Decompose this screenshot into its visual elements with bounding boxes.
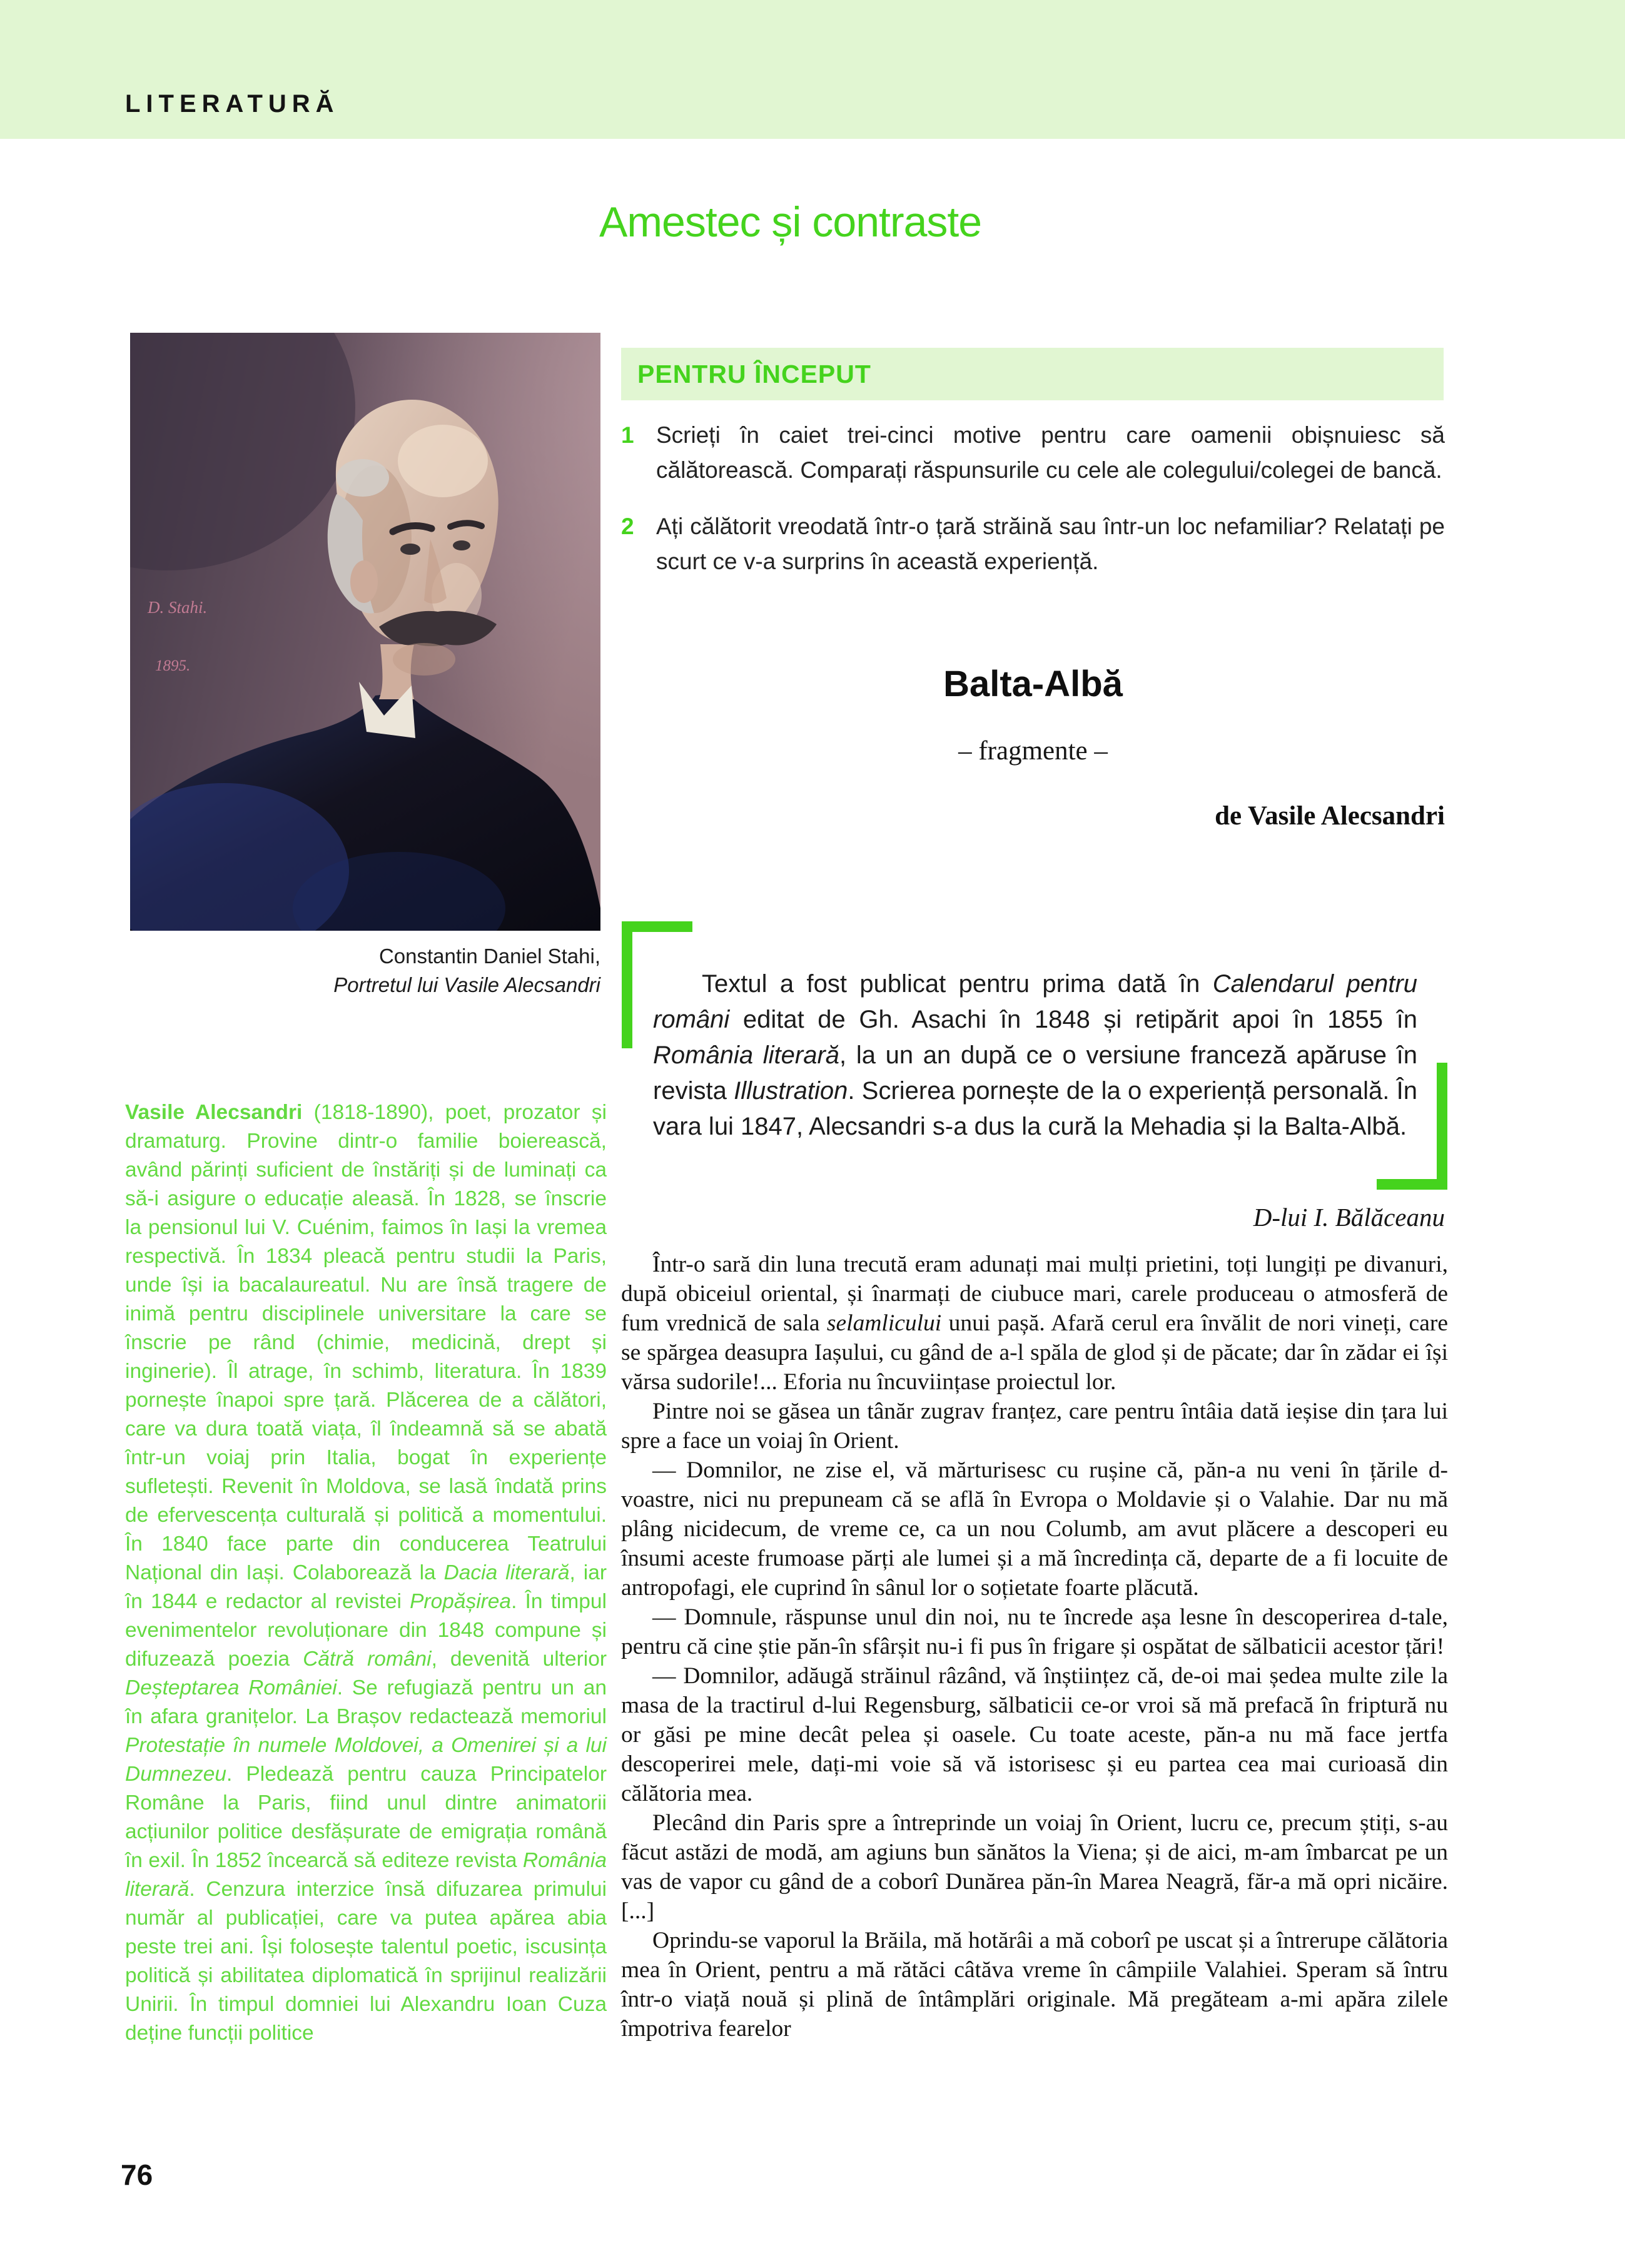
question-number: 2: [621, 514, 634, 539]
story-paragraph: — Domnule, răspunse unul din noi, nu te încrede așa lesne în descoperirea d-tale, pentru că cine știe păn-în sfârșit nu-i fi pus în frigare și ospătat de sălbaticii acestor țări!: [621, 1604, 1448, 1659]
story-paragraph: Oprindu-se vaporul la Brăila, mă hotărâi a mă coborî pe uscat și a întrerupe călătoria mea în Orient, pentru a mă rătăci câtăva vreme în câmpiile Valahiei. Speram să întru într-o viață nouă și plină de întâmplări originale. Mă pregăteam a-mi apăra zilele împotriva fearelor: [621, 1928, 1448, 2042]
story-paragraph: — Domnilor, adăugă străinul râzând, vă înștiințez că, de-oi mai ședea multe zile la masa de la tractirul d-lui Regensburg, sălbaticii ce-or vroi să mă prefacă în friptură nu or găsi pe mine decât pelea și oasele. Cu toate aceste, păn-a nu mă face jertfa descoperirei mele, dați-mi voie să vă istorisesc și eu partea cea mai curioasă din călătoria mea.: [621, 1663, 1448, 1806]
chapter-band: [0, 0, 1625, 139]
caption-artwork-title: Portretul lui Vasile Alecsandri: [333, 973, 600, 996]
story-paragraph: — Domnilor, ne zise el, vă mărturisesc cu rușine că, păn-a nu veni în țările d-voastre, nici nu prepuneam că se află în Evropa o Moldavie și o Valahie. Dar nu mă plâng nicidecum, de vreme ce, ca un nou Columb, am avut plăcere a descoperi eu însumi aceste frumoase părți ale lumei și a mă încredința că, departe de a fi locuite de antropofagi, ele cuprind în sânul lor o soțietate foarte plăcută.: [621, 1457, 1448, 1601]
chapter-kicker: LITERATURĂ: [125, 90, 340, 118]
portrait-figure: [130, 333, 600, 931]
work-title: Balta-Albă: [943, 664, 1123, 704]
forehead-highlight: [398, 425, 488, 497]
painting-year: 1895.: [155, 657, 191, 674]
question-item: [621, 509, 1445, 579]
question-number: 1: [621, 422, 634, 448]
page-number: 76: [121, 2159, 153, 2191]
context-note-text: Textul a fost publicat pentru prima dată în Calendarul pentru români editat de Gh. Asachi în 1848 și retipărit apoi în 1855 în România literară, la un an după ce o versiune franceză apăruse în revista Illustration. Scrierea pornește de la o experiență personală. În vara lui 1847, Alecsandri s-a dus la cură la Mehadia și la Balta-Albă.: [653, 970, 1418, 1140]
story-paragraph: Pintre noi se găsea un tânăr zugrav franțez, care pentru întâia dată ieșise din țara lui spre a face un voiaj în Orient.: [621, 1399, 1448, 1454]
question-text: Ați călătorit vreodată într-o țară străină sau într-un loc nefamiliar? Relatați pe scurt ce v-a surprins în această experiență.: [656, 514, 1445, 574]
intro-heading-bar: [621, 348, 1444, 400]
intro-questions: [621, 418, 1445, 600]
ear: [350, 560, 378, 603]
chin-shading: [393, 643, 455, 676]
work-author: de Vasile Alecsandri: [1215, 801, 1445, 831]
right-eyebrow: [450, 523, 482, 527]
author-bio: Vasile Alecsandri (1818-1890), poet, prozator și dramaturg. Provine dintr-o familie boierească, având părinți suficient de înstăriți și de luminați ca să-i asigure o educație aleasă. În 1828, se înscrie la pensionul lui V. Cuénim, faimos în Iași la vremea respectivă. În 1834 pleacă pentru studii la Paris, unde își ia bacalaureatul. Nu are însă tragere de inimă pentru disciplinele universitare la care se înscrie pe rând (chimie, medicină, drept și inginerie). Îl atrage, în schimb, literatura. În 1839 pornește înapoi spre țară. Plăcerea de a călători, care va dura toată viața, îl îndeamnă să se abată într-un voiaj prin Italia, bogat în experiențe sufletești. Revenit în Moldova, se lasă îndată prins de efervescența culturală și politică a momentului. În 1840 face parte din conducerea Teatrului Național din Iași. Colaborează la Dacia literară, iar în 1844 e redactor al revistei Propășirea. În timpul evenimentelor revoluționare din 1848 compune și difuzează poezia Cătră români, devenită ulterior Deșteptarea României. Se refugiază pentru un an în afara granițelor. La Brașov redactează memoriul Protestație în numele Moldovei, a Omenirei și a lui Dumnezeu. Pledează pentru cauza Principatelor Române la Paris, fiind unul dintre animatorii acțiunilor politice desfășurate de emigrația română în exil. În 1852 încearcă să editeze revista România literară. Cenzura interzice însă difuzarea primului număr al publicației, care va putea apărea abia peste trei ani. Își folosește talentul poetic, iscusința politică și abilitatea diplomatică în sprijinul realizării Unirii. În timpul domniei lui Alexandru Ioan Cuza deține funcții politice: [125, 1101, 607, 2045]
context-note: [653, 966, 1417, 1145]
right-eye: [453, 540, 470, 550]
painter-signature: D. Stahi.: [148, 598, 208, 617]
story-paragraph: Într-o sară din luna trecută eram adunați mai mulți prietini, toți lungiți pe divanuri, după obiceiul oriental, și înarmați de ciubuce mari, carele produceau o atmosferă de fum vrednică de sala selamlicului unui pașă. Afară cerul era învălit de nori vineți, care se spărgea deasupra Iașului, cu gând de a-l spăla de glod și de păcate; dar în zădar ei își vărsa sudorile!... Eforia nu încuviințase proiectul lor.: [621, 1252, 1448, 1395]
corner-bracket-top-left: [622, 921, 692, 1048]
portrait-painting: [130, 333, 600, 931]
lesson-title: Amestec și contraste: [599, 198, 982, 246]
caption-artist: Constantin Daniel Stahi,: [378, 944, 600, 968]
left-eye: [400, 544, 420, 555]
question-text: Scrieți în caiet trei-cinci motive pentru care oamenii obișnuiesc să călătorească. Comparați răspunsurile cu cele ale colegului/colegei de bancă.: [656, 422, 1445, 483]
hair-curl: [337, 459, 389, 497]
intro-heading-label: PENTRU ÎNCEPUT: [637, 359, 871, 388]
portrait-caption: [130, 942, 600, 1000]
story-body: [621, 1250, 1448, 2043]
corner-bracket-bottom-right: [1377, 1063, 1447, 1190]
story-paragraph: Plecând din Paris spre a întreprinde un voiaj în Orient, lucru ce, precum știți, s-au făcut astăzi de modă, am agiuns bun sănătos la Viena; și de aici, m-am îmbarcat pe un vas de vapor cu gând de a coborî Dunărea păn-în Marea Neagră, făr-a mă opri nicăire. [...]: [621, 1810, 1448, 1924]
question-item: [621, 418, 1445, 488]
work-subtitle: – fragmente –: [958, 736, 1108, 766]
dedication: D-lui I. Bălăceanu: [1253, 1203, 1445, 1232]
